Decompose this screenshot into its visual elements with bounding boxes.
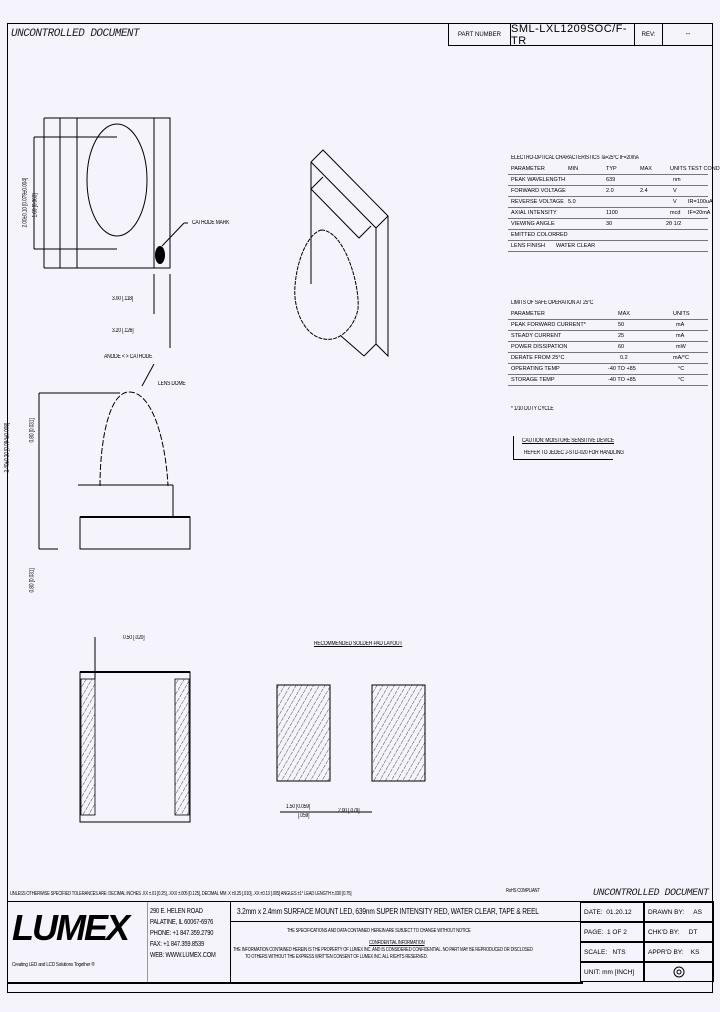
confidential-text-1: THE INFORMATION CONTAINED HEREIN IS THE PROPERTY OF LUMEX INC. AND IS CONSIDERED CONFIDENTIAL. NO PART MAY BE REPRODUCED OR DISCLOSED [233,947,533,953]
description-area [230,902,580,982]
company-phone: PHONE: +1 847.359.2790 [150,930,214,937]
uncontrolled-watermark-bottom: UNCONTROLLED DOCUMENT [593,888,709,899]
lumex-logo: LUMEX [12,907,128,948]
table-row: FORWARD VOLTAGE 2.0 2.4 V [508,186,708,197]
part-description: 3.2mm x 2.4mm SURFACE MOUNT LED, 639nm SUPER INTENSITY RED, WATER CLEAR, TAPE & REEL [237,907,539,916]
table-row: PEAK WAVELENGTH 639 nm [508,175,708,186]
solder-pad-title: RECOMMENDED SOLDER PAD LAYOUT [314,641,403,647]
checked-by-cell: CHK'D BY: DT [644,922,714,942]
confidential-title: CONFIDENTIAL INFORMATION [369,940,425,946]
table-row: REVERSE VOLTAGE 5.0 V IR=100uA [508,197,708,208]
address-line-1: 290 E. HELEN ROAD [150,908,203,915]
company-fax: FAX: +1 847.359.8539 [150,941,205,948]
table-row: OPERATING TEMP -40 TO +85 °C [508,364,708,375]
scale-cell: SCALE: NTS [580,942,644,962]
rev-value: -- [662,24,713,46]
title-block [8,901,714,993]
caution-line-2: REFER TO JEDEC J-STD-020 FOR HANDLING [524,450,624,456]
change-notice: THE SPECIFICATIONS AND DATA CONTAINED HEREIN ARE SUBJECT TO CHANGE WITHOUT NOTICE [287,928,471,934]
address-line-2: PALATINE, IL 60067-6976 [150,919,214,926]
dim-lower: 0.80 [0.031] [29,568,36,593]
page-cell: PAGE: 1 OF 2 [580,922,644,942]
company-address [150,906,230,961]
absolute-max-table [508,309,708,386]
table-header-row: PARAMETER MIN TYP MAX UNITS TEST COND [508,164,708,175]
third-angle-projection-icon [672,965,686,979]
dim-pad-width-sub: [.059] [298,813,310,819]
dim-pad-label: 0.50 [.020] [123,635,145,641]
unit-cell: UNIT: mm [INCH] [580,962,644,982]
dim-height-outer: 2.00±0.10 [0.079±0.004] [22,177,29,228]
table-row: DERATE FROM 25°C 0.2 mA/°C [508,353,708,364]
electro-optical-table [508,164,720,252]
table-row: EMITTED COLOR RED [508,230,708,241]
projection-cell [644,962,714,982]
drawing-sheet [4,22,720,993]
dim-width-inner: 3.00 [.118] [112,296,134,302]
dim-upper: 0.80 [0.031] [29,418,36,443]
absolute-max-title: LIMITS OF SAFE OPERATION AT 25°C [511,300,594,306]
table-row: STEADY CURRENT 25 mA [508,331,708,342]
dim-gap: 2.00 [.079] [338,808,360,814]
rev-label: REV: [634,24,662,46]
part-number-label: PART NUMBER [448,24,510,46]
caution-box [513,436,624,460]
table-row: PEAK FORWARD CURRENT* 50 mA [508,320,708,331]
uncontrolled-watermark-top: UNCONTROLLED DOCUMENT [11,28,140,40]
table-header-row: PARAMETER MAX UNITS [508,309,708,320]
dim-width-outer: 3.20 [.126] [112,328,134,334]
table-row: LENS FINISH WATER CLEAR [508,241,708,252]
company-tagline: Creating LED and LCD Solutions Together ® [12,962,95,968]
rohs-note: RoHS COMPLIANT [506,888,540,894]
company-logo-area [8,902,148,982]
approved-by-cell: APPR'D BY: KS [644,942,714,962]
table-row: POWER DISSIPATION 60 mW [508,342,708,353]
table-row: AXIAL INTENSITY 1100 mcd IF=20mA [508,208,708,219]
table-row: STORAGE TEMP -40 TO +85 °C [508,375,708,386]
tolerance-note: UNLESS OTHERWISE SPECIFIED TOLERANCES ARE: DECIMAL INCHES .XX ±.01 [0.25], .XXX ±.005 [0.125], DECIMAL MM .X ±0.25 [.010], .XX ±0.13 [.005] ANGLES ±1° LEAD LENGTH ±.030 [0.75] [10,891,352,897]
caution-line-1: CAUTION: MOISTURE SENSITIVE DEVICE [522,438,615,444]
dim-pad-width: 1.50 [0.059] [286,804,311,810]
lens-dome-label: LENS DOME [158,381,186,387]
absolute-max-footnote: * 1/10 DUTY CYCLE [511,406,554,412]
table-row: VIEWING ANGLE 30 2θ 1/2 [508,219,708,230]
polarity-label: ANODE < > CATHODE [104,354,153,360]
company-web: WEB: WWW.LUMEX.COM [150,952,216,959]
confidential-text-2: TO OTHERS WITHOUT THE EXPRESS WRITTEN CONSENT OF LUMEX INC. ALL RIGHTS RESERVED. [245,954,428,960]
cathode-mark-label: CATHODE MARK [192,220,230,226]
date-cell: DATE: 01.20.12 [580,902,644,922]
electro-optical-title: ELECTRO-OPTICAL CHARACTERISTICS Ta=25°C IF=20mA [511,155,639,161]
dim-height-inner: 1.60 [0.063] [32,193,39,218]
drawn-by-cell: DRAWN BY: AS [644,902,714,922]
dim-total-height: 2.40±0.20 [0.094±0.008] [4,422,11,473]
part-number-value: SML-LXL1209SOC/F-TR [510,24,634,46]
